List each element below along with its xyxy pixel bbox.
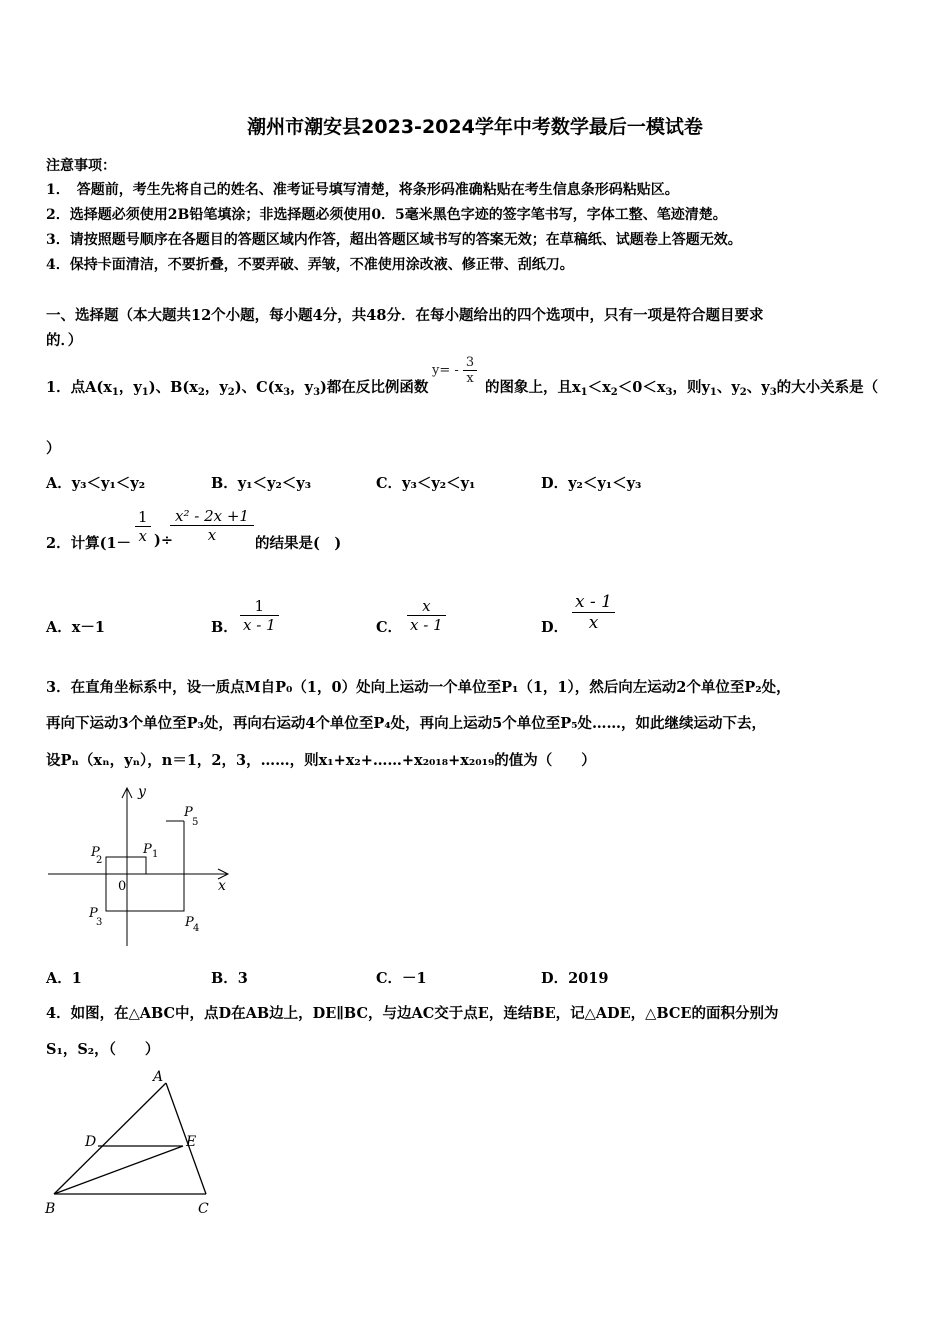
page-title: 潮州市潮安县2023-2024学年中考数学最后一模试卷 [247,116,703,138]
q4-line-2: S₁，S₂，（ ） [46,1041,160,1058]
section-heading: 一、选择题（本大题共12个小题，每小题4分，共48分．在每小题给出的四个选项中，只有一项是符合题目要求 [46,307,764,324]
q3-option-c: C．－1 [376,970,427,987]
q3-line-3: 设Pₙ（xₙ，yₙ），n＝1，2，3，……，则x₁+x₂+……+x₂₀₁₈+x₂₀₁₉的值为（ ） [46,752,596,769]
q2-option-c-fraction: $\frac{x}{x - 1}$ [407,597,446,634]
q2-option-d-label: D． [541,619,569,636]
q2-option-b-label: B． [211,619,238,636]
q3-option-a: A．1 [46,970,82,987]
q2-option-b-fraction: $\frac{1}{x - 1}$ [240,597,279,634]
q2-fraction-2: $\frac{\text{x² - 2x +1}}{x}$ [170,507,254,544]
question-1-text: 1．点$A(x_1$，$y_1$)、$B(x_2$，$y_2$)、$C(x_3$，$y_3$)都在反比例函数 [46,379,429,398]
q3-line-1: 3．在直角坐标系中，设一质点M自P₀（1，0）处向上运动一个单位至P₁（1，1），然后向左运动2个单位至P₂处， [46,679,791,696]
note-item: 2．选择题必须使用2B铅笔填涂；非选择题必须使用0．5毫米黑色字迹的签字笔书写，字体工整、笔迹清楚。 [46,207,727,223]
q1-option-a: A．y₃＜y₁＜y₂ [46,475,146,492]
section-heading-cont: 的．） [46,332,83,349]
q1-option-b: B．y₁＜y₂＜y₃ [211,475,312,492]
q3-line-2: 再向下运动3个单位至P₃处，再向右运动4个单位至P₄处，再向上运动5个单位至P₅处……，如此继续运动下去， [46,715,767,732]
question-1-text-cont: 的图象上，且$x_1<x_2<0<x_3$，则$y_1$、$y_2$、$y_3$的大小关系是（ [485,379,879,398]
q2-divide: )÷ [154,532,174,549]
q1-option-d: D．y₂＜y₁＜y₃ [541,475,642,492]
point-d-label: D [85,1134,97,1150]
p1-sub: 1 [152,849,159,860]
p5-sub: 5 [192,817,199,828]
side-ab [54,1083,166,1194]
note-item: 3．请按照题号顺序在各题目的答题区域内作答，超出答题区域书写的答案无效；在草稿纸、试题卷上答题无效。 [46,232,742,248]
p4-label: P [185,915,194,930]
q2-option-a: A．x－1 [46,619,105,636]
origin-label: 0 [118,879,127,894]
q2-suffix: 的结果是( ) [255,535,342,552]
p2-sub: 2 [96,855,103,866]
notes-heading: 注意事项： [46,158,116,174]
q3-option-b: B．3 [211,970,248,987]
x-label: x [218,878,226,894]
p5-label: P [184,805,193,820]
q4-line-1: 4．如图，在△ABC中，点D在AB边上，DE∥BC，与边AC交于点E，连结BE，记△ADE，△BCE的面积分别为 [46,1005,779,1022]
vertex-c-label: C [198,1201,209,1217]
spiral-path [106,821,184,911]
q1-close-paren: ） [46,440,61,457]
p3-label: P [89,906,98,921]
q4-triangle-figure [40,1060,230,1225]
q1-prefix: 1．点 [46,379,86,396]
vertex-b-label: B [45,1201,56,1217]
point-e-label: E [186,1134,197,1150]
q2-option-c-label: C． [376,619,403,636]
q2-option-d-fraction: $\frac{x - 1}{x}$ [572,592,615,633]
note-item: 1． 答题前，考生先将自己的姓名、准考证号填写清楚，将条形码准确粘贴在考生信息条形码粘贴区。 [46,182,679,198]
y-label: y [138,784,146,800]
segment-be [54,1146,183,1194]
vertex-a-label: A [153,1069,164,1085]
note-item: 4．保持卡面清洁，不要折叠，不要弄破、弄皱，不准使用涂改液、修正带、刮纸刀。 [46,257,574,273]
q1-option-c: C．y₃＜y₂＜y₁ [376,475,476,492]
q2-fraction-1: $\frac{1}{x}$ [135,508,151,545]
q3-option-d: D．2019 [541,970,609,987]
p2-label: P [91,845,100,860]
q2-prefix: 2．计算(1－ [46,535,132,552]
q3-coordinate-figure [40,780,250,950]
p1-label: P [143,842,152,857]
p3-sub: 3 [96,917,103,928]
p4-sub: 4 [193,923,200,934]
q1-function: y= - $\frac{3}{x}$ [432,355,477,386]
